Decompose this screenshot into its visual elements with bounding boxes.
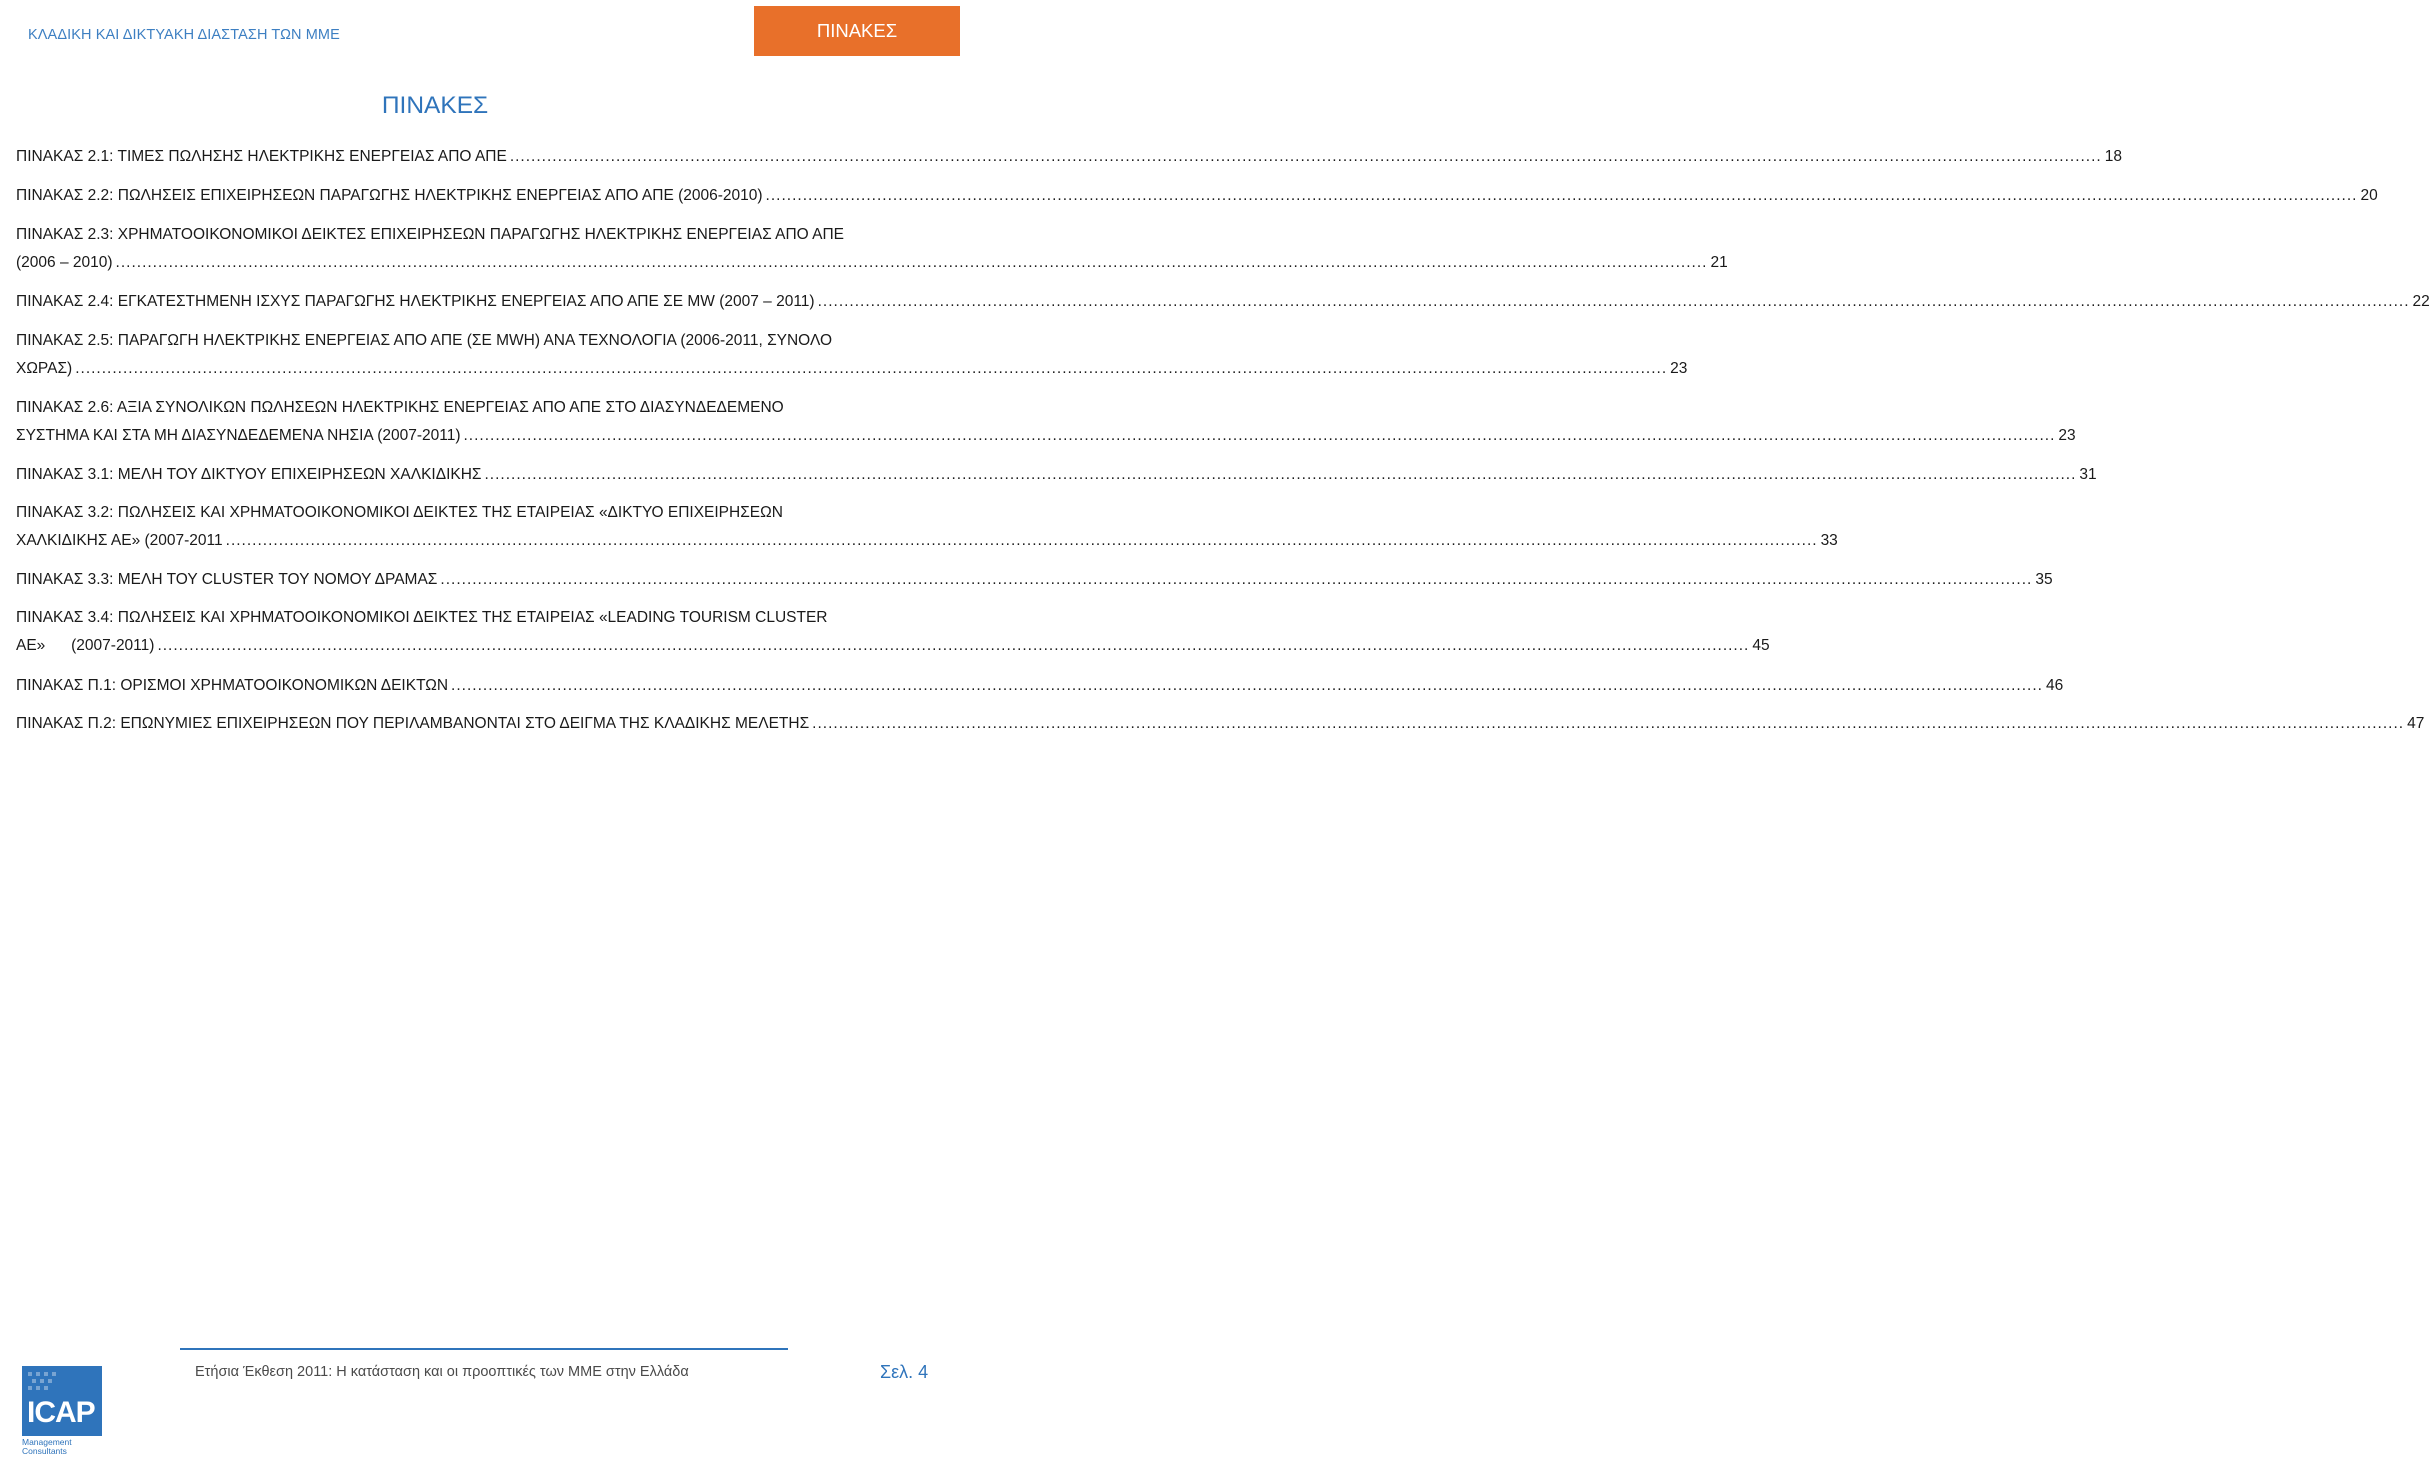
toc-dot-leader: ............................................................................................................................................................................................................................................................................................................ — [817, 293, 2410, 310]
toc-entry-title: ΠΙΝΑΚΑΣ 2.3: ΧΡΗΜΑΤΟΟΙΚΟΝΟΜΙΚΟΙ ΔΕΙΚΤΕΣ ΕΠΙΧΕΙΡΗΣΕΩΝ ΠΑΡΑΓΩΓΗΣ ΗΛΕΚΤΡΙΚΗΣ ΕΝΕΡΓΕΙΑΣ ΑΠΟ ΑΠΕ — [16, 226, 845, 243]
toc-dot-leader: ............................................................................................................................................................................................................................................................................................................ — [484, 466, 2077, 483]
toc-entry-title: ΠΙΝΑΚΑΣ 3.4: ΠΩΛΗΣΕΙΣ ΚΑΙ ΧΡΗΜΑΤΟΟΙΚΟΝΟΜΙΚΟΙ ΔΕΙΚΤΕΣ ΤΗΣ ΕΤΑΙΡΕΙΑΣ «LEADING TOURISM CLUSTER — [16, 609, 828, 626]
toc-page-number: 18 — [2104, 148, 2122, 165]
footer-divider — [180, 1348, 788, 1350]
logo-subtitle — [22, 1438, 72, 1456]
toc-entry-title: ΠΙΝΑΚΑΣ 2.2: ΠΩΛΗΣΕΙΣ ΕΠΙΧΕΙΡΗΣΕΩΝ ΠΑΡΑΓΩΓΗΣ ΗΛΕΚΤΡΙΚΗΣ ΕΝΕΡΓΕΙΑΣ ΑΠΟ ΑΠΕ (2006-2010) — [16, 187, 763, 204]
page-title: ΠΙΝΑΚΕΣ — [381, 92, 489, 119]
toc-entry[interactable] — [16, 288, 2430, 316]
logo-subtitle-line: Consultants — [22, 1446, 67, 1456]
toc-page-number: 46 — [2045, 677, 2064, 694]
toc-entry-title: ΠΙΝΑΚΑΣ 2.4: ΕΓΚΑΤΕΣΤΗΜΕΝΗ ΙΣΧΥΣ ΠΑΡΑΓΩΓΗΣ ΗΛΕΚΤΡΙΚΗΣ ΕΝΕΡΓΕΙΑΣ ΑΠΟ ΑΠΕ ΣΕ MW (2007 – 2011) — [16, 293, 815, 310]
toc-entry-line — [16, 422, 2076, 450]
toc-entry-title: (2006 – 2010) — [16, 254, 113, 271]
toc-entry-title: ΣΥΣΤΗΜΑ ΚΑΙ ΣΤΑ ΜΗ ΔΙΑΣΥΝΔΕΔΕΜΕΝΑ ΝΗΣΙΑ (2007-2011) — [16, 427, 461, 444]
toc-entry-title: ΠΙΝΑΚΑΣ 2.6: ΑΞΙΑ ΣΥΝΟΛΙΚΩΝ ΠΩΛΗΣΕΩΝ ΗΛΕΚΤΡΙΚΗΣ ΕΝΕΡΓΕΙΑΣ ΑΠΟ ΑΠΕ ΣΤΟ ΔΙΑΣΥΝΔΕΔΕΜΕΝΟ — [16, 399, 784, 416]
toc-entry-line — [16, 604, 857, 632]
toc-dot-leader: ............................................................................................................................................................................................................................................................................................................ — [115, 254, 1708, 271]
toc-entry-title: ΠΙΝΑΚΑΣ Π.2: ΕΠΩΝΥΜΙΕΣ ΕΠΙΧΕΙΡΗΣΕΩΝ ΠΟΥ ΠΕΡΙΛΑΜΒΑΝΟΝΤΑΙ ΣΤΟ ΔΕΙΓΜΑ ΤΗΣ ΚΛΑΔΙΚΗΣ ΜΕΛΕΤΗΣ — [16, 715, 810, 732]
toc-page-number: 20 — [2360, 187, 2378, 204]
toc-entry[interactable] — [16, 182, 2378, 210]
toc-entry[interactable] — [16, 566, 2053, 594]
toc-page-number: 31 — [2079, 466, 2097, 483]
toc-entry-line — [16, 182, 2378, 210]
toc-entry-title: ΠΙΝΑΚΑΣ 3.3: ΜΕΛΗ ΤΟΥ CLUSTER ΤΟΥ ΝΟΜΟΥ ΔΡΑΜΑΣ — [16, 571, 438, 588]
toc-entry-line — [16, 632, 1770, 660]
section-tab: ΠΙΝΑΚΕΣ — [754, 6, 960, 56]
footer-caption: Ετήσια Έκθεση 2011: Η κατάσταση και οι προοπτικές των ΜΜΕ στην Ελλάδα — [195, 1364, 689, 1380]
toc-entry[interactable] — [16, 143, 2122, 171]
toc-entry[interactable] — [16, 221, 1728, 277]
toc-entry-line — [16, 499, 857, 527]
footer-page-number: Σελ. 4 — [880, 1362, 929, 1382]
toc-dot-leader: ............................................................................................................................................................................................................................................................................................................ — [451, 677, 2043, 694]
toc-entry-title: ΧΑΛΚΙΔΙΚΗΣ ΑΕ» (2007-2011 — [16, 532, 223, 549]
logo-mark — [22, 1366, 102, 1436]
toc-dot-leader: ............................................................................................................................................................................................................................................................................................................ — [765, 187, 2358, 204]
toc-page-number: 21 — [1710, 254, 1728, 271]
icap-logo — [22, 1366, 106, 1454]
toc-page-number: 23 — [1670, 360, 1688, 377]
toc-dot-leader: ............................................................................................................................................................................................................................................................................................................ — [812, 715, 2405, 732]
toc-page-number: 47 — [2407, 715, 2425, 732]
toc-entry-line — [16, 288, 2430, 316]
toc-entry[interactable] — [16, 327, 1688, 383]
toc-entry-line — [16, 672, 2064, 700]
toc-entry[interactable] — [16, 499, 1838, 555]
toc-dot-leader: ............................................................................................................................................................................................................................................................................................................ — [225, 532, 1818, 549]
toc-entry-title: ΠΙΝΑΚΑΣ Π.1: ΟΡΙΣΜΟΙ ΧΡΗΜΑΤΟΟΙΚΟΝΟΜΙΚΩΝ ΔΕΙΚΤΩΝ — [16, 677, 449, 694]
toc-entry-title: ΧΩΡΑΣ) — [16, 360, 73, 377]
toc-entry-line — [16, 327, 857, 355]
running-header-title: ΚΛΑΔΙΚΗ ΚΑΙ ΔΙΚΤΥΑΚΗ ΔΙΑΣΤΑΣΗ ΤΩΝ ΜΜΕ — [28, 27, 340, 43]
toc-dot-leader: ............................................................................................................................................................................................................................................................................................................ — [463, 427, 2056, 444]
toc-entry-title: ΠΙΝΑΚΑΣ 2.5: ΠΑΡΑΓΩΓΗ ΗΛΕΚΤΡΙΚΗΣ ΕΝΕΡΓΕΙΑΣ ΑΠΟ ΑΠΕ (ΣΕ MWH) ΑΝΑ ΤΕΧΝΟΛΟΓΙΑ (2006-2011, ΣΥΝΟΛΟ — [16, 332, 833, 349]
toc-entry-title: ΑΕ» (2007-2011) — [16, 637, 155, 654]
toc-entry[interactable] — [16, 461, 2097, 489]
toc-entry-title: ΠΙΝΑΚΑΣ 3.2: ΠΩΛΗΣΕΙΣ ΚΑΙ ΧΡΗΜΑΤΟΟΙΚΟΝΟΜΙΚΟΙ ΔΕΙΚΤΕΣ ΤΗΣ ΕΤΑΙΡΕΙΑΣ «ΔΙΚΤΥΟ ΕΠΙΧΕΙΡΗΣΕΩΝ — [16, 504, 783, 521]
toc-entry-line — [16, 527, 1838, 555]
toc-entry[interactable] — [16, 604, 1770, 660]
toc-entry-line — [16, 143, 2122, 171]
toc-entry-line — [16, 461, 2097, 489]
toc-entry[interactable] — [16, 672, 2064, 700]
toc-entry-line — [16, 394, 857, 422]
toc-entry-line — [16, 710, 2425, 738]
logo-subtitle-line: Management — [22, 1437, 72, 1447]
toc-entry-line — [16, 566, 2053, 594]
toc-entry-title: ΠΙΝΑΚΑΣ 2.1: ΤΙΜΕΣ ΠΩΛΗΣΗΣ ΗΛΕΚΤΡΙΚΗΣ ΕΝΕΡΓΕΙΑΣ ΑΠΟ ΑΠΕ — [16, 148, 507, 165]
toc-page-number: 45 — [1752, 637, 1770, 654]
toc-page-number: 33 — [1820, 532, 1838, 549]
toc-dot-leader: ............................................................................................................................................................................................................................................................................................................ — [75, 360, 1668, 377]
logo-wordmark: ICAP — [27, 1396, 95, 1429]
toc-dot-leader: ............................................................................................................................................................................................................................................................................................................ — [157, 637, 1750, 654]
toc-page-number: 35 — [2035, 571, 2053, 588]
toc-entry-line — [16, 249, 1728, 277]
toc-dot-leader: ............................................................................................................................................................................................................................................................................................................ — [440, 571, 2033, 588]
toc-entry[interactable] — [16, 394, 2076, 450]
toc-entry-line — [16, 221, 857, 249]
toc-entry[interactable] — [16, 710, 2425, 738]
toc-dot-leader: ............................................................................................................................................................................................................................................................................................................ — [509, 148, 2102, 165]
toc-page-number: 23 — [2058, 427, 2076, 444]
toc-entry-line — [16, 355, 1688, 383]
toc-entry-title: ΠΙΝΑΚΑΣ 3.1: ΜΕΛΗ ΤΟΥ ΔΙΚΤΥΟΥ ΕΠΙΧΕΙΡΗΣΕΩΝ ΧΑΛΚΙΔΙΚΗΣ — [16, 466, 482, 483]
toc-page-number: 22 — [2412, 293, 2430, 310]
